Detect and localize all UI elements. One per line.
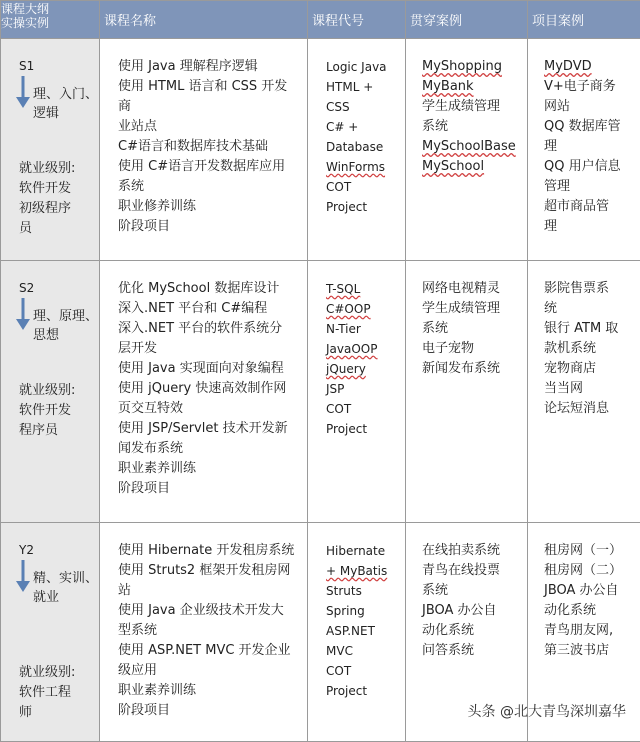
course-line: 业站点 [118,117,299,137]
project-case-line: 超市商品管 [544,197,636,217]
header-outline-line-1: 课程大纲 [1,2,99,16]
running-case-line: 学生成绩管理 [422,299,523,319]
course-cell [100,261,308,523]
running-case-line: 系统 [422,117,523,137]
running-case-line: JBOA 办公自 [422,601,523,621]
project-case-line: 理 [544,217,636,237]
header-course-name: 课程名称 [100,1,308,39]
running-case-line: 系统 [422,319,523,339]
job-level-line: 就业级别: [19,663,99,683]
arrow-down-icon [15,75,31,109]
course-line: 阶段项目 [118,701,299,721]
course-code-list [308,261,405,439]
course-code-line: COT [326,661,405,681]
project-case-line: 宠物商店 [544,359,636,379]
course-cell [100,523,308,742]
course-code-line: Hibernate [326,541,405,561]
job-level-line: 软件开发 [19,179,99,199]
course-line: 职业素养训练 [118,459,299,479]
course-line: 深入.NET 平台和 C#编程 [118,299,299,319]
level-cell [1,523,100,742]
course-code-list [308,523,405,701]
project-case-list [528,523,640,661]
level-cell [1,261,100,523]
job-level-line: 初级程序 [19,199,99,219]
course-line: 型系统 [118,621,299,641]
course-code-line: Logic Java [326,57,405,77]
level-block [1,39,99,260]
course-list [100,261,307,499]
running-case-line: MySchool [422,157,523,177]
course-line: 优化 MySchool 数据库设计 [118,279,299,299]
course-code-line: N-Tier [326,319,405,339]
course-code-line: + MyBatis [326,561,405,581]
level-code: S1 [19,59,34,73]
running-case-line: MyShopping [422,57,523,77]
course-line: 使用 Java 实现面向对象编程 [118,359,299,379]
course-line: 使用 jQuery 快速高效制作网 [118,379,299,399]
running-case-line: 动化系统 [422,621,523,641]
course-line: 阶段项目 [118,217,299,237]
project-case-cell [528,39,640,261]
level-cell [1,39,100,261]
course-code-line: jQuery [326,359,405,379]
project-case-line: 租房网（二） [544,561,636,581]
course-code-line: Project [326,681,405,701]
project-case-line: 租房网（一） [544,541,636,561]
running-case-line: MySchoolBase [422,137,523,157]
running-case-line: 网络电视精灵 [422,279,523,299]
running-case-list [406,39,527,177]
job-level-line: 就业级别: [19,159,99,179]
running-case-line: MyBank [422,77,523,97]
course-line: 级应用 [118,661,299,681]
running-case-cell [406,261,528,523]
running-case-line: 在线拍卖系统 [422,541,523,561]
header-outline-line-2: 实操实例 [1,16,99,30]
course-line: 使用 Java 企业级技术开发大 [118,601,299,621]
running-case-line: 新闻发布系统 [422,359,523,379]
course-list [100,523,307,721]
project-case-line: 青鸟朋友网, [544,621,636,641]
job-level-line: 软件工程 [19,683,99,703]
project-case-line: 当当网 [544,379,636,399]
course-code-line: T-SQL [326,279,405,299]
watermark: 头条 @北大青鸟深圳嘉华 [468,701,626,721]
header-course-code: 课程代号 [308,1,406,39]
course-code-line: WinForms [326,157,405,177]
project-case-line: JBOA 办公自 [544,581,636,601]
course-code-line: MVC [326,641,405,661]
project-case-line: QQ 数据库管 [544,117,636,137]
running-case-cell [406,39,528,261]
course-line: 闻发布系统 [118,439,299,459]
course-code-line: C#OOP [326,299,405,319]
course-code-line: Struts [326,581,405,601]
project-case-line: 款机系统 [544,339,636,359]
level-code: Y2 [19,543,34,557]
course-code-line: JSP [326,379,405,399]
course-line: 使用 ASP.NET MVC 开发企业 [118,641,299,661]
running-case-line: 学生成绩管理 [422,97,523,117]
course-code-cell [308,39,406,261]
project-case-line: 统 [544,299,636,319]
level-goal: 精、实训、就业 [33,567,99,605]
course-cell [100,39,308,261]
job-level [19,663,99,723]
course-line: 页交互特效 [118,399,299,419]
project-case-line: 动化系统 [544,601,636,621]
running-case-list [406,261,527,379]
course-code-line: COT [326,399,405,419]
course-line: C#语言和数据库技术基础 [118,137,299,157]
job-level-line: 员 [19,219,99,239]
project-case-line: 网站 [544,97,636,117]
level-goal: 理、入门、逻辑 [33,83,99,121]
course-code-cell [308,523,406,742]
course-line: 阶段项目 [118,479,299,499]
course-list [100,39,307,237]
project-case-list [528,39,640,237]
project-case-line: 影院售票系 [544,279,636,299]
course-code-line: HTML + [326,77,405,97]
project-case-line: MyDVD [544,57,636,77]
course-line: 使用 Java 理解程序逻辑 [118,57,299,77]
course-code-line: Project [326,197,405,217]
course-line: 使用 JSP/Servlet 技术开发新 [118,419,299,439]
job-level-line: 师 [19,703,99,723]
course-line: 层开发 [118,339,299,359]
job-level [19,159,99,239]
arrow-down-icon [15,559,31,593]
course-code-cell [308,261,406,523]
course-code-line: Project [326,419,405,439]
course-line: 职业素养训练 [118,681,299,701]
table-header-row [1,1,640,39]
running-case-line: 系统 [422,581,523,601]
course-line: 职业修养训练 [118,197,299,217]
course-line: 站 [118,581,299,601]
course-code-list [308,39,405,217]
project-case-cell [528,261,640,523]
course-code-line: CSS [326,97,405,117]
course-line: 使用 C#语言开发数据库应用 [118,157,299,177]
course-line: 使用 HTML 语言和 CSS 开发商 [118,77,299,117]
job-level-line: 软件开发 [19,401,99,421]
project-case-list [528,261,640,419]
course-code-line: C# + [326,117,405,137]
project-case-line: 理 [544,137,636,157]
header-running-case: 贯穿案例 [406,1,528,39]
job-level-line: 就业级别: [19,381,99,401]
course-code-line: Spring [326,601,405,621]
project-case-line: QQ 用户信息 [544,157,636,177]
arrow-down-icon [15,297,31,331]
course-code-line: JavaOOP [326,339,405,359]
project-case-line: 第三波书店 [544,641,636,661]
project-case-line: 银行 ATM 取 [544,319,636,339]
project-case-line: 论坛短消息 [544,399,636,419]
level-block [1,261,99,522]
project-case-line: 管理 [544,177,636,197]
running-case-line: 问答系统 [422,641,523,661]
course-line: 深入.NET 平台的软件系统分 [118,319,299,339]
level-goal: 理、原理、思想 [33,305,99,343]
level-block [1,523,99,741]
running-case-list [406,523,527,661]
table-row [1,261,640,523]
header-outline [1,1,100,39]
course-line: 系统 [118,177,299,197]
course-code-line: COT [326,177,405,197]
course-line: 使用 Hibernate 开发租房系统 [118,541,299,561]
job-level-line: 程序员 [19,421,99,441]
level-code: S2 [19,281,34,295]
running-case-line: 青鸟在线投票 [422,561,523,581]
header-project-case: 项目案例 [528,1,640,39]
course-line: 使用 Struts2 框架开发租房网 [118,561,299,581]
running-case-line: 电子宠物 [422,339,523,359]
course-code-line: ASP.NET [326,621,405,641]
project-case-line: V+电子商务 [544,77,636,97]
job-level [19,381,99,441]
table-row [1,39,640,261]
course-code-line: Database [326,137,405,157]
